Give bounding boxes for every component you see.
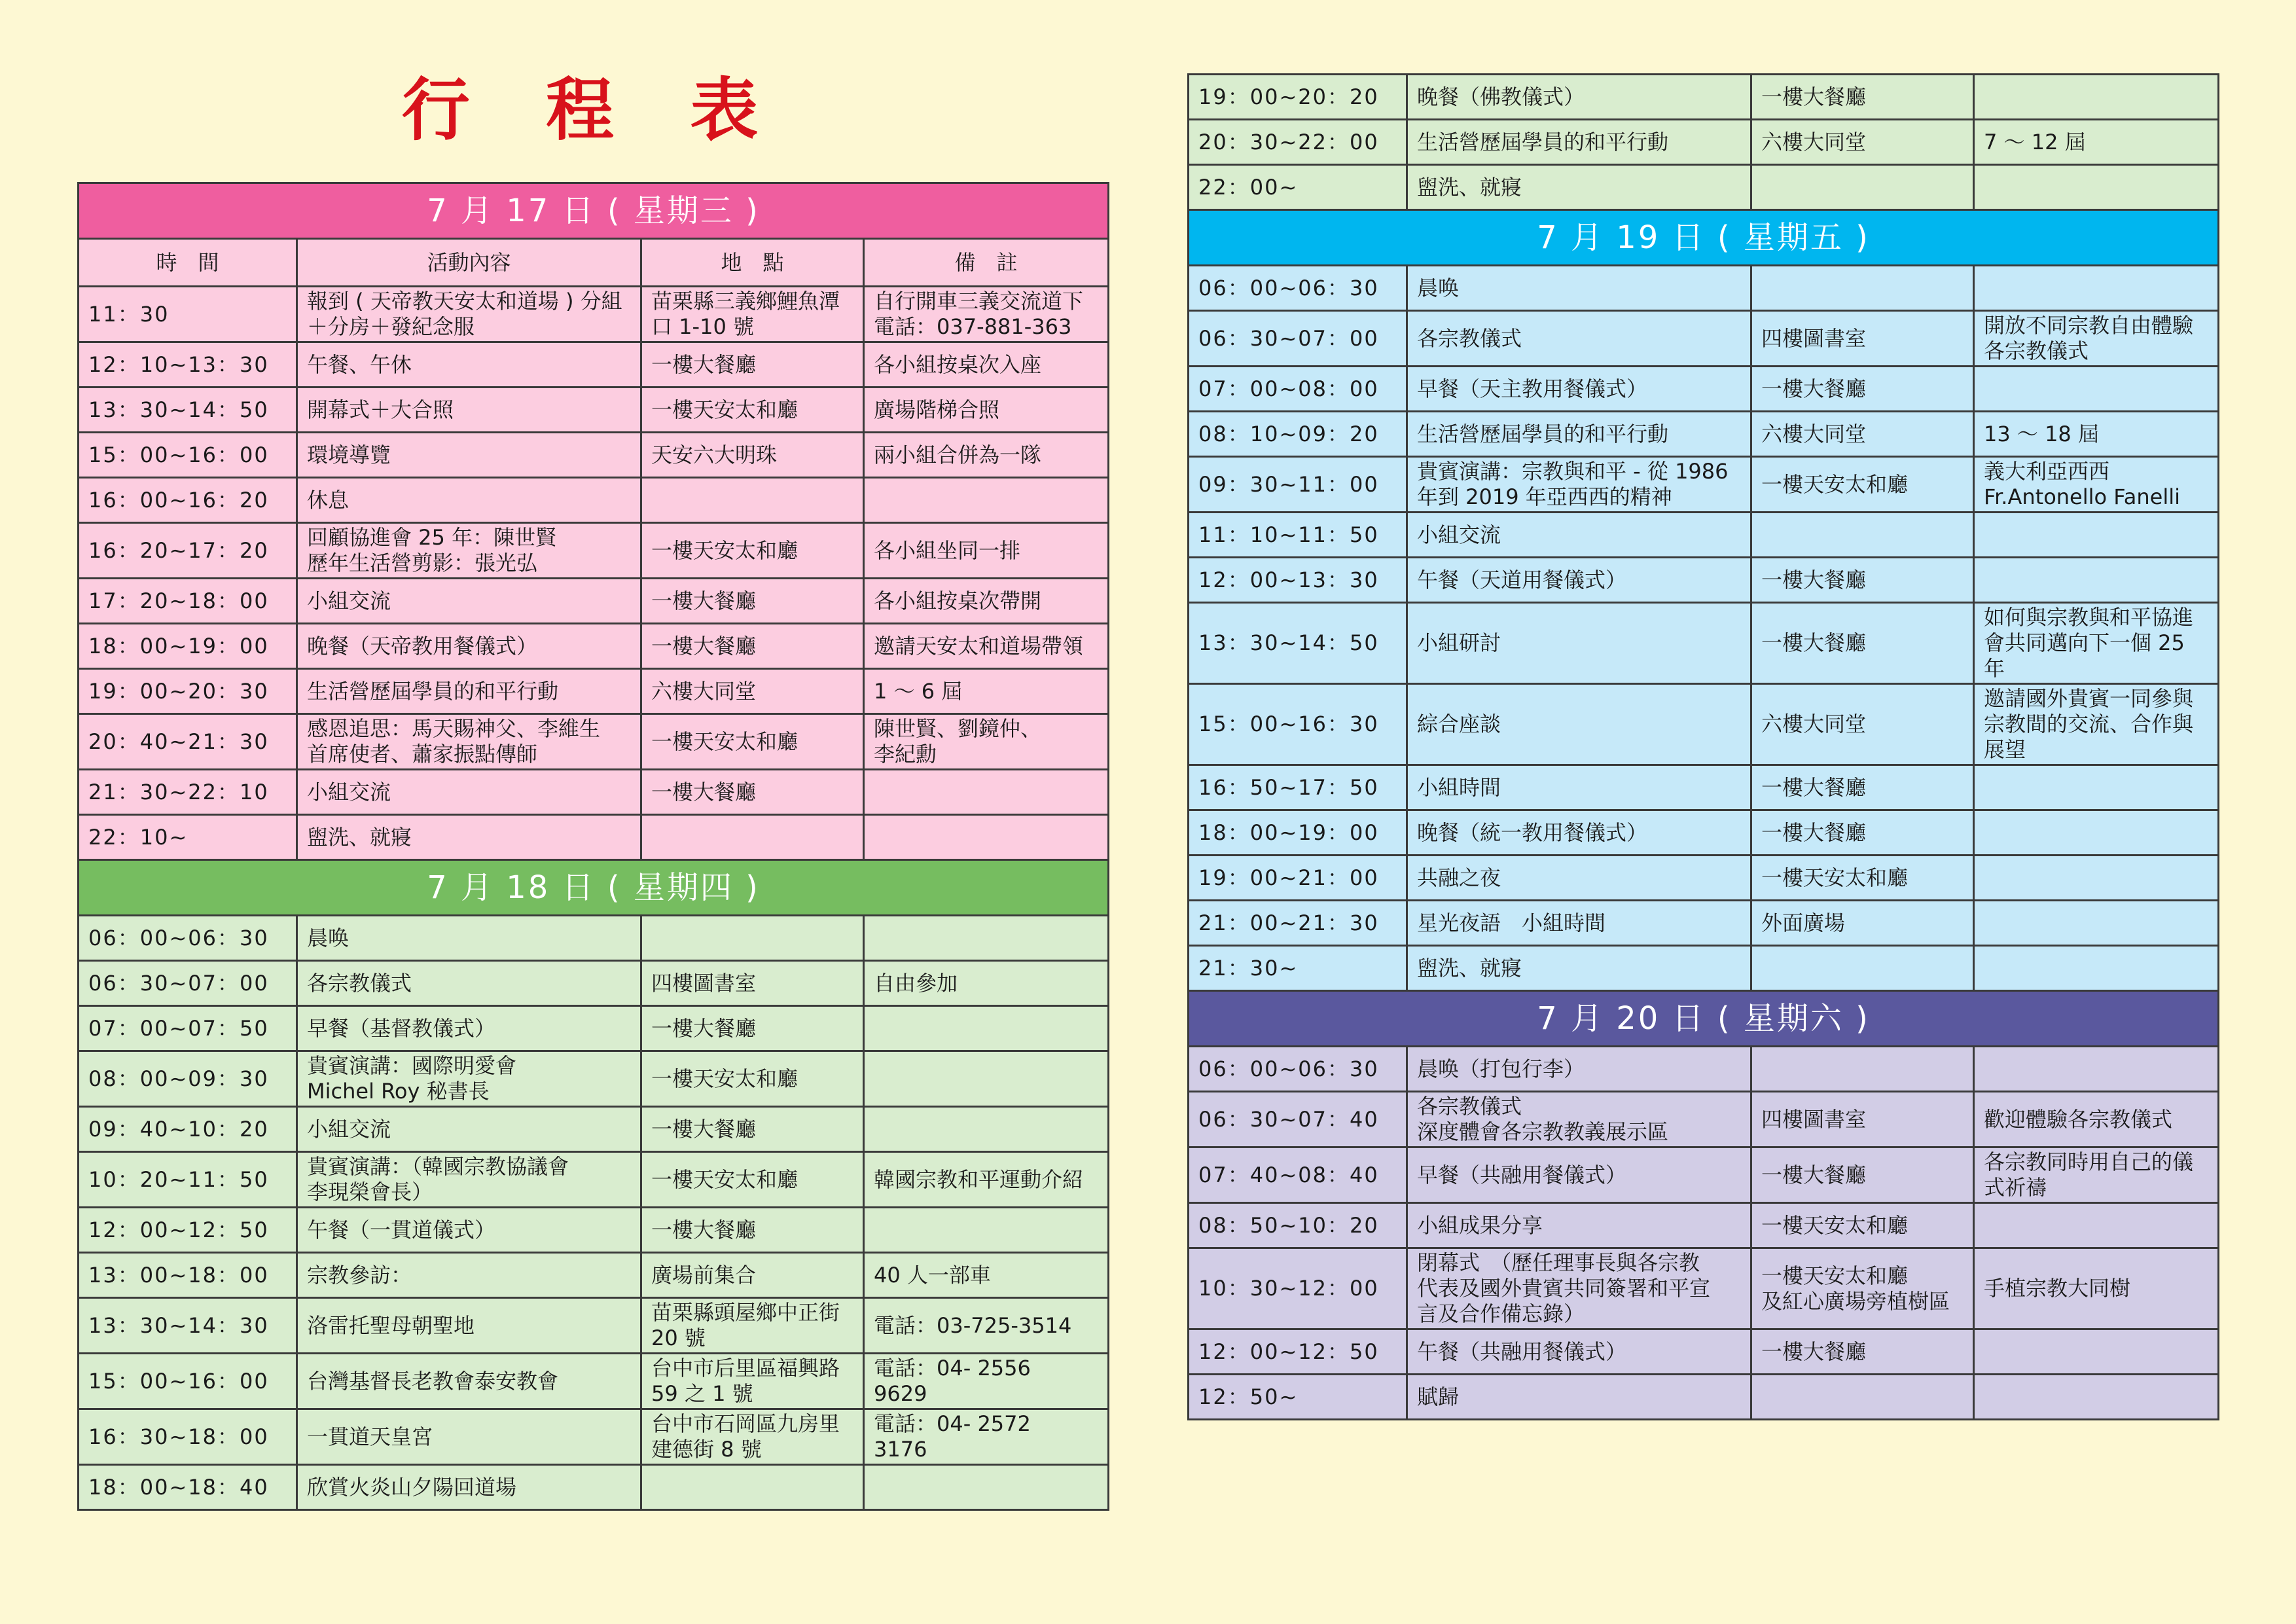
cell-location: 一樓天安太和廳 <box>641 523 864 579</box>
cell-note: 如何與宗教與和平協進 會共同邁向下一個 25 年 <box>1974 603 2219 684</box>
schedule-row <box>1189 457 2219 513</box>
cell-activity: 各宗教儀式 <box>1407 311 1751 367</box>
schedule-row <box>1189 266 2219 311</box>
cell-note <box>864 1465 1109 1510</box>
cell-note: 歡迎體驗各宗教儀式 <box>1974 1092 2219 1147</box>
schedule-row <box>79 815 1109 860</box>
cell-time: 19：00~20：20 <box>1189 75 1407 120</box>
schedule-row <box>1189 1203 2219 1248</box>
cell-activity: 報到 ( 天帝教天安太和道場 ) 分組 ＋分房＋發紀念服 <box>297 287 641 342</box>
cell-location: 一樓大餐廳 <box>641 1208 864 1253</box>
cell-location: 台中市石岡區九房里 建德街 8 號 <box>641 1409 864 1465</box>
cell-location: 一樓大餐廳 <box>1751 810 1974 856</box>
schedule-row <box>1189 1375 2219 1420</box>
cell-time: 15：00~16：00 <box>79 433 297 478</box>
schedule-table-left <box>77 182 1109 1511</box>
cell-location: 六樓大同堂 <box>641 669 864 714</box>
cell-time: 19：00~21：00 <box>1189 856 1407 901</box>
cell-activity: 午餐（共融用餐儀式） <box>1407 1329 1751 1375</box>
cell-location: 一樓大餐廳 <box>1751 1329 1974 1375</box>
cell-location: 一樓天安太和廳 <box>641 714 864 770</box>
cell-time: 13：30~14：30 <box>79 1298 297 1354</box>
cell-location: 廣場前集合 <box>641 1253 864 1298</box>
schedule-row <box>79 1253 1109 1298</box>
cell-time: 10：20~11：50 <box>79 1152 297 1208</box>
cell-note: 各宗教同時用自己的儀 式祈禱 <box>1974 1147 2219 1203</box>
cell-activity: 共融之夜 <box>1407 856 1751 901</box>
schedule-row <box>79 1354 1109 1409</box>
cell-time: 08：10~09：20 <box>1189 412 1407 457</box>
schedule-row <box>1189 946 2219 991</box>
cell-time: 06：00~06：30 <box>79 916 297 961</box>
cell-time: 22：10~ <box>79 815 297 860</box>
cell-time: 13：00~18：00 <box>79 1253 297 1298</box>
cell-note <box>1974 266 2219 311</box>
schedule-row <box>79 961 1109 1006</box>
cell-time: 18：00~19：00 <box>79 624 297 669</box>
cell-note <box>864 916 1109 961</box>
cell-activity: 貴賓演講：宗教與和平 - 從 1986 年到 2019 年亞西西的精神 <box>1407 457 1751 513</box>
cell-time: 16：00~16：20 <box>79 478 297 523</box>
cell-note: 開放不同宗教自由體驗 各宗教儀式 <box>1974 311 2219 367</box>
cell-location: 四樓圖書室 <box>1751 311 1974 367</box>
cell-time: 10：30~12：00 <box>1189 1248 1407 1329</box>
schedule-table-right <box>1187 73 2219 1420</box>
schedule-row <box>79 1152 1109 1208</box>
cell-location: 天安六大明珠 <box>641 433 864 478</box>
day-header-d18 <box>79 860 1109 916</box>
cell-activity: 感恩追思：馬天賜神父、李維生 首席使者、蕭家振點傳師 <box>297 714 641 770</box>
cell-note: 邀請國外貴賓一同參與 宗教間的交流、合作與 展望 <box>1974 684 2219 765</box>
cell-location <box>1751 1047 1974 1092</box>
schedule-row <box>1189 412 2219 457</box>
schedule-row <box>1189 367 2219 412</box>
cell-time: 19：00~20：30 <box>79 669 297 714</box>
cell-location: 一樓大餐廳 <box>1751 765 1974 810</box>
cell-note <box>1974 75 2219 120</box>
cell-note <box>864 1107 1109 1152</box>
cell-location: 六樓大同堂 <box>1751 684 1974 765</box>
cell-location <box>641 815 864 860</box>
cell-note: 各小組坐同一排 <box>864 523 1109 579</box>
cell-activity: 宗教參訪： <box>297 1253 641 1298</box>
schedule-row <box>1189 1248 2219 1329</box>
schedule-row <box>1189 513 2219 558</box>
cell-location: 苗栗縣三義鄉鯉魚潭 口 1-10 號 <box>641 287 864 342</box>
cell-time: 07：40~08：40 <box>1189 1147 1407 1203</box>
cell-location: 一樓天安太和廳 <box>641 388 864 433</box>
cell-location <box>641 1465 864 1510</box>
day-title: 7 月 20 日 ( 星期六 ) <box>1189 991 2219 1047</box>
cell-location: 一樓大餐廳 <box>641 624 864 669</box>
cell-time: 17：20~18：00 <box>79 579 297 624</box>
cell-location <box>1751 1375 1974 1420</box>
cell-location: 一樓天安太和廳 及紅心廣場旁植樹區 <box>1751 1248 1974 1329</box>
cell-activity: 欣賞火炎山夕陽回道場 <box>297 1465 641 1510</box>
cell-note <box>864 1208 1109 1253</box>
cell-location: 一樓天安太和廳 <box>1751 457 1974 513</box>
cell-time: 11：30 <box>79 287 297 342</box>
schedule-row <box>79 916 1109 961</box>
cell-activity: 一貫道天皇宮 <box>297 1409 641 1465</box>
cell-time: 06：30~07：00 <box>79 961 297 1006</box>
cell-location: 一樓天安太和廳 <box>1751 856 1974 901</box>
cell-activity: 午餐（一貫道儀式） <box>297 1208 641 1253</box>
cell-activity: 生活營歷屆學員的和平行動 <box>1407 120 1751 165</box>
cell-note <box>1974 1375 2219 1420</box>
schedule-row <box>1189 1147 2219 1203</box>
schedule-row <box>1189 1329 2219 1375</box>
cell-activity: 環境導覽 <box>297 433 641 478</box>
schedule-row <box>1189 311 2219 367</box>
cell-note <box>864 1051 1109 1107</box>
schedule-row <box>79 523 1109 579</box>
cell-note: 韓國宗教和平運動介紹 <box>864 1152 1109 1208</box>
schedule-row <box>79 669 1109 714</box>
cell-activity: 小組交流 <box>297 1107 641 1152</box>
cell-activity: 小組交流 <box>297 579 641 624</box>
cell-location: 一樓大餐廳 <box>1751 603 1974 684</box>
schedule-row <box>1189 901 2219 946</box>
cell-note <box>1974 946 2219 991</box>
schedule-row <box>79 624 1109 669</box>
cell-time: 20：30~22：00 <box>1189 120 1407 165</box>
cell-activity: 生活營歷屆學員的和平行動 <box>1407 412 1751 457</box>
cell-location: 一樓天安太和廳 <box>641 1051 864 1107</box>
schedule-row <box>79 433 1109 478</box>
cell-time: 16：20~17：20 <box>79 523 297 579</box>
cell-time: 09：40~10：20 <box>79 1107 297 1152</box>
cell-note <box>1974 558 2219 603</box>
cell-time: 16：50~17：50 <box>1189 765 1407 810</box>
cell-location: 一樓大餐廳 <box>1751 367 1974 412</box>
cell-location: 四樓圖書室 <box>641 961 864 1006</box>
cell-location: 六樓大同堂 <box>1751 412 1974 457</box>
cell-time: 09：30~11：00 <box>1189 457 1407 513</box>
cell-note: 電話：04- 2572 3176 <box>864 1409 1109 1465</box>
cell-time: 06：30~07：00 <box>1189 311 1407 367</box>
schedule-row <box>1189 165 2219 210</box>
cell-location: 一樓大餐廳 <box>1751 1147 1974 1203</box>
cell-time: 13：30~14：50 <box>1189 603 1407 684</box>
cell-note: 電話：03-725-3514 <box>864 1298 1109 1354</box>
cell-note: 7 ～ 12 屆 <box>1974 120 2219 165</box>
cell-activity: 早餐（基督教儀式） <box>297 1006 641 1051</box>
schedule-row <box>1189 1092 2219 1147</box>
cell-note <box>1974 513 2219 558</box>
cell-time: 07：00~07：50 <box>79 1006 297 1051</box>
schedule-row <box>79 1465 1109 1510</box>
column-header-activity: 活動內容 <box>297 239 641 287</box>
cell-note: 手植宗教大同樹 <box>1974 1248 2219 1329</box>
cell-activity: 閉幕式 （歷任理事長與各宗教 代表及國外貴賓共同簽署和平宣 言及合作備忘錄） <box>1407 1248 1751 1329</box>
cell-activity: 綜合座談 <box>1407 684 1751 765</box>
cell-time: 15：00~16：30 <box>1189 684 1407 765</box>
cell-time: 08：50~10：20 <box>1189 1203 1407 1248</box>
column-header-note: 備 註 <box>864 239 1109 287</box>
schedule-row <box>79 1409 1109 1465</box>
schedule-left-panel <box>77 182 1107 1511</box>
schedule-row <box>1189 765 2219 810</box>
cell-note <box>1974 1047 2219 1092</box>
cell-note: 義大利亞西西 Fr.Antonello Fanelli <box>1974 457 2219 513</box>
cell-activity: 小組時間 <box>1407 765 1751 810</box>
schedule-row <box>1189 120 2219 165</box>
cell-activity: 小組研討 <box>1407 603 1751 684</box>
cell-activity: 早餐（天主教用餐儀式） <box>1407 367 1751 412</box>
cell-note: 各小組按桌次入座 <box>864 342 1109 388</box>
cell-time: 22：00~ <box>1189 165 1407 210</box>
schedule-row <box>79 1006 1109 1051</box>
day-header-d17 <box>79 183 1109 239</box>
column-header-time: 時 間 <box>79 239 297 287</box>
schedule-row <box>1189 684 2219 765</box>
cell-location: 一樓大餐廳 <box>641 342 864 388</box>
cell-note <box>1974 367 2219 412</box>
cell-note <box>1974 810 2219 856</box>
cell-note: 邀請天安太和道場帶領 <box>864 624 1109 669</box>
cell-location: 一樓大餐廳 <box>641 579 864 624</box>
cell-time: 12：00~12：50 <box>79 1208 297 1253</box>
schedule-row <box>79 1298 1109 1354</box>
cell-location: 台中市后里區福興路 59 之 1 號 <box>641 1354 864 1409</box>
cell-activity: 回顧協進會 25 年：陳世賢 歷年生活營剪影：張光弘 <box>297 523 641 579</box>
cell-time: 18：00~18：40 <box>79 1465 297 1510</box>
cell-activity: 晚餐（佛教儀式） <box>1407 75 1751 120</box>
cell-location: 外面廣場 <box>1751 901 1974 946</box>
day-header-d20 <box>1189 991 2219 1047</box>
cell-time: 12：50~ <box>1189 1375 1407 1420</box>
cell-activity: 午餐（天道用餐儀式） <box>1407 558 1751 603</box>
schedule-row <box>1189 1047 2219 1092</box>
schedule-row <box>79 287 1109 342</box>
day-title: 7 月 19 日 ( 星期五 ) <box>1189 210 2219 266</box>
cell-location: 一樓天安太和廳 <box>1751 1203 1974 1248</box>
cell-activity: 晨唤 <box>297 916 641 961</box>
cell-note <box>1974 901 2219 946</box>
cell-note <box>864 815 1109 860</box>
cell-activity: 小組交流 <box>297 770 641 815</box>
cell-location <box>1751 946 1974 991</box>
cell-note <box>1974 1203 2219 1248</box>
cell-time: 06：30~07：40 <box>1189 1092 1407 1147</box>
cell-activity: 各宗教儀式 深度體會各宗教教義展示區 <box>1407 1092 1751 1147</box>
cell-activity: 生活營歷屆學員的和平行動 <box>297 669 641 714</box>
cell-time: 06：00~06：30 <box>1189 1047 1407 1092</box>
schedule-row <box>79 1107 1109 1152</box>
cell-activity: 盥洗、就寢 <box>1407 165 1751 210</box>
cell-activity: 台灣基督長老教會泰安教會 <box>297 1354 641 1409</box>
schedule-row <box>79 342 1109 388</box>
cell-activity: 晚餐（天帝教用餐儀式） <box>297 624 641 669</box>
cell-activity: 開幕式＋大合照 <box>297 388 641 433</box>
cell-activity: 午餐、午休 <box>297 342 641 388</box>
cell-time: 13：30~14：50 <box>79 388 297 433</box>
column-header-row <box>79 239 1109 287</box>
cell-location: 四樓圖書室 <box>1751 1092 1974 1147</box>
cell-location: 苗栗縣頭屋鄉中正街 20 號 <box>641 1298 864 1354</box>
cell-location: 一樓大餐廳 <box>1751 75 1974 120</box>
cell-activity: 各宗教儀式 <box>297 961 641 1006</box>
schedule-row <box>79 478 1109 523</box>
cell-note: 13 ～ 18 屆 <box>1974 412 2219 457</box>
schedule-row <box>1189 603 2219 684</box>
cell-location <box>1751 266 1974 311</box>
cell-time: 12：00~12：50 <box>1189 1329 1407 1375</box>
cell-note: 自由參加 <box>864 961 1109 1006</box>
schedule-row <box>79 714 1109 770</box>
cell-activity: 洛雷托聖母朝聖地 <box>297 1298 641 1354</box>
cell-location <box>641 916 864 961</box>
day-title: 7 月 18 日 ( 星期四 ) <box>79 860 1109 916</box>
cell-activity: 晚餐（統一教用餐儀式） <box>1407 810 1751 856</box>
cell-note <box>1974 1329 2219 1375</box>
cell-activity: 盥洗、就寢 <box>297 815 641 860</box>
cell-note: 電話：04- 2556 9629 <box>864 1354 1109 1409</box>
cell-activity: 晨唤 <box>1407 266 1751 311</box>
schedule-row <box>79 388 1109 433</box>
cell-note <box>1974 765 2219 810</box>
cell-activity: 貴賓演講：（韓國宗教協議會 李現榮會長） <box>297 1152 641 1208</box>
cell-activity: 早餐（共融用餐儀式） <box>1407 1147 1751 1203</box>
cell-note <box>864 770 1109 815</box>
schedule-row <box>1189 558 2219 603</box>
schedule-row <box>79 770 1109 815</box>
cell-activity: 晨唤（打包行李） <box>1407 1047 1751 1092</box>
schedule-right-panel <box>1187 73 2217 1420</box>
day-header-d19 <box>1189 210 2219 266</box>
cell-note: 1 ～ 6 屆 <box>864 669 1109 714</box>
cell-time: 20：40~21：30 <box>79 714 297 770</box>
cell-activity: 賦歸 <box>1407 1375 1751 1420</box>
cell-time: 15：00~16：00 <box>79 1354 297 1409</box>
column-header-location: 地 點 <box>641 239 864 287</box>
cell-activity: 小組交流 <box>1407 513 1751 558</box>
day-title: 7 月 17 日 ( 星期三 ) <box>79 183 1109 239</box>
cell-note: 廣場階梯合照 <box>864 388 1109 433</box>
cell-time: 08：00~09：30 <box>79 1051 297 1107</box>
schedule-row <box>79 579 1109 624</box>
schedule-row <box>1189 75 2219 120</box>
cell-time: 18：00~19：00 <box>1189 810 1407 856</box>
cell-time: 21：30~22：10 <box>79 770 297 815</box>
cell-activity: 休息 <box>297 478 641 523</box>
schedule-row <box>1189 856 2219 901</box>
cell-note: 陳世賢、劉鏡仲、 李紀勳 <box>864 714 1109 770</box>
cell-activity: 盥洗、就寢 <box>1407 946 1751 991</box>
cell-location: 六樓大同堂 <box>1751 120 1974 165</box>
cell-location: 一樓大餐廳 <box>1751 558 1974 603</box>
cell-note <box>1974 165 2219 210</box>
cell-time: 11：10~11：50 <box>1189 513 1407 558</box>
cell-note <box>864 478 1109 523</box>
cell-time: 06：00~06：30 <box>1189 266 1407 311</box>
cell-note <box>1974 856 2219 901</box>
cell-time: 21：00~21：30 <box>1189 901 1407 946</box>
cell-location <box>641 478 864 523</box>
cell-location: 一樓大餐廳 <box>641 1107 864 1152</box>
cell-time: 21：30~ <box>1189 946 1407 991</box>
cell-activity: 貴賓演講：國際明愛會 Michel Roy 秘書長 <box>297 1051 641 1107</box>
cell-location <box>1751 513 1974 558</box>
cell-time: 12：00~13：30 <box>1189 558 1407 603</box>
cell-note: 各小組按桌次帶開 <box>864 579 1109 624</box>
cell-activity: 小組成果分享 <box>1407 1203 1751 1248</box>
cell-time: 16：30~18：00 <box>79 1409 297 1465</box>
cell-note: 自行開車三義交流道下 電話：037-881-363 <box>864 287 1109 342</box>
page-title: 行 程 表 <box>401 70 785 150</box>
cell-note: 40 人一部車 <box>864 1253 1109 1298</box>
cell-location <box>1751 165 1974 210</box>
cell-activity: 星光夜語 小組時間 <box>1407 901 1751 946</box>
schedule-row <box>1189 810 2219 856</box>
cell-location: 一樓大餐廳 <box>641 1006 864 1051</box>
schedule-row <box>79 1208 1109 1253</box>
cell-note: 兩小組合併為一隊 <box>864 433 1109 478</box>
cell-time: 07：00~08：00 <box>1189 367 1407 412</box>
schedule-row <box>79 1051 1109 1107</box>
cell-location: 一樓天安太和廳 <box>641 1152 864 1208</box>
cell-location: 一樓大餐廳 <box>641 770 864 815</box>
cell-time: 12：10~13：30 <box>79 342 297 388</box>
cell-note <box>864 1006 1109 1051</box>
